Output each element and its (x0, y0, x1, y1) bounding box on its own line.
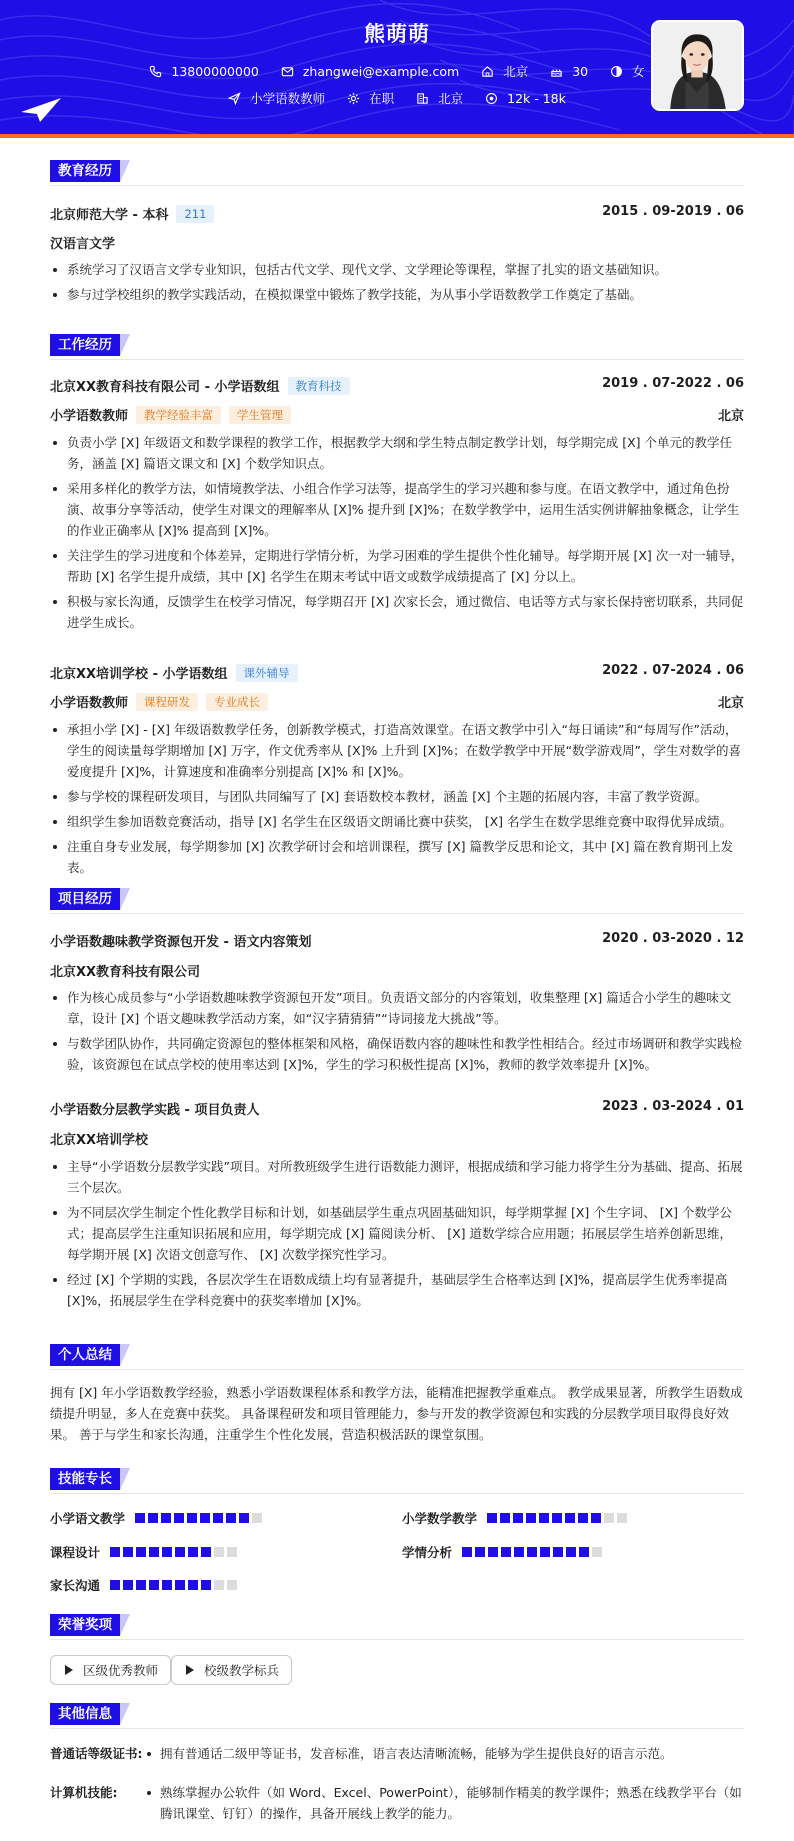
skill-level (110, 1580, 240, 1590)
other-key: 普通话等级证书: (50, 1746, 143, 1761)
portrait-image (653, 22, 742, 109)
skill-level-filled (123, 1580, 133, 1590)
header-accent-stripe (0, 134, 794, 138)
skill-level-filled (175, 1580, 185, 1590)
skill-level-filled (475, 1547, 485, 1557)
skill-name: 家长沟通 (50, 1578, 101, 1593)
section-label-awards: 荣誉奖项 (50, 1614, 120, 1636)
award-label: 校级教学标兵 (204, 1663, 280, 1678)
work-1-header (50, 663, 744, 682)
skill-level-filled (501, 1547, 511, 1557)
skill-level-filled (110, 1547, 120, 1557)
skill-level-filled (123, 1547, 133, 1557)
target-city-info (416, 89, 463, 107)
list-item: 注重自身专业发展，每学期参加 [X] 次教学研讨会和培训课程，撰写 [X] 篇教学反思和论文，其中 [X] 篇在教育期刊上发表。 (50, 836, 744, 878)
summary-section-title (50, 1344, 744, 1370)
role-tag: 课程研发 (136, 693, 198, 711)
education-date: 2015 . 09-2019 . 06 (602, 204, 744, 219)
mail-icon (281, 65, 294, 78)
skill-level-filled (135, 1513, 145, 1523)
age-info (550, 64, 588, 79)
skill-level-filled (487, 1513, 497, 1523)
skill-level-filled (188, 1547, 198, 1557)
skill-level-filled (161, 1513, 171, 1523)
project-org: 北京XX教育科技有限公司 (50, 965, 201, 980)
work-location: 北京 (717, 409, 744, 424)
salary-text: 12k - 18k (507, 90, 566, 106)
award-label: 区级优秀教师 (83, 1663, 159, 1678)
list-item: 组织学生参加语数竞赛活动，指导 [X] 名学生在区级语文朗诵比赛中获奖， [X] 名学生在数学思维竞赛中取得优异成绩。 (50, 811, 744, 832)
cake-icon (550, 65, 563, 78)
company-name: 北京XX教育科技有限公司 - 小学语数组 (50, 380, 280, 395)
job-title-text: 小学语数教师 (250, 91, 326, 106)
skill-level-filled (578, 1513, 588, 1523)
skill-name: 小学数学教学 (402, 1511, 478, 1526)
phone-text: 13800000000 (171, 63, 259, 79)
education-section-title (50, 160, 744, 186)
project-date: 2020 . 03-2020 . 12 (602, 931, 744, 946)
project-1-header (50, 1099, 744, 1118)
award-item (50, 1655, 171, 1685)
project-title: 小学语数趣味教学资源包开发 - 语文内容策划 (50, 935, 312, 950)
status-info (347, 89, 394, 107)
work-0-header (50, 376, 744, 395)
skill-level (462, 1547, 605, 1557)
skill-level-filled (565, 1513, 575, 1523)
list-item: 承担小学 [X] - [X] 年级语数教学任务，创新教学模式，打造高效课堂。在语文教学中引入“每日诵读”和“每周写作”活动，学生的阅读量每学期增加 [X] 万字，作文优秀率从 [X]% 上升到 [X]%；在数学教学中开展“数学游戏周”，学生对数学的喜爱度提升 [X]%，计算速度和准确率分别提高 [X]% 和 [X]%。 (50, 719, 744, 782)
list-item: 负责小学 [X] 年级语文和数学课程的教学工作，根据教学大纲和学生特点制定教学计划，每学期完成 [X] 个单元的教学任务，涵盖 [X] 篇语文课文和 [X] 个数学知识点。 (50, 432, 744, 474)
work-date: 2019 . 07-2022 . 06 (602, 376, 744, 391)
target-city-text: 北京 (438, 91, 464, 106)
list-item: 作为核心成员参与“小学语数趣味教学资源包开发”项目。负责语文部分的内容策划，收集整理 [X] 篇适合小学生的趣味文章，设计 [X] 个语文趣味教学活动方案，如“汉字猜猜猜”“诗词接龙大挑战”等。 (50, 987, 744, 1029)
target-icon (485, 92, 498, 105)
city-text: 北京 (503, 64, 529, 79)
work-0-role (50, 405, 744, 424)
skill-level-filled (188, 1580, 198, 1590)
skill-level-empty (252, 1513, 262, 1523)
skill-item (402, 1509, 630, 1527)
award-item (171, 1655, 292, 1685)
project-org: 北京XX培训学校 (50, 1133, 149, 1148)
company-tag: 教育科技 (288, 377, 350, 395)
list-item: 关注学生的学习进度和个体差异，定期进行学情分析，为学习困难的学生提供个性化辅导。每学期开展 [X] 次一对一辅导，帮助 [X] 名学生提升成绩，其中 [X] 名学生在期末考试中语文或数学成绩提高了 [X] 分以上。 (50, 545, 744, 587)
skill-level-filled (513, 1513, 523, 1523)
age-text: 30 (572, 63, 589, 79)
email-info (281, 64, 459, 79)
skill-level-filled (174, 1513, 184, 1523)
company-name: 北京XX培训学校 - 小学语数组 (50, 667, 228, 682)
skill-level-filled (136, 1547, 146, 1557)
other-key: 计算机技能: (50, 1785, 118, 1800)
list-item: 经过 [X] 个学期的实践，各层次学生在语数成绩上均有显著提升，基础层学生合格率达到 [X]%，提高层学生优秀率提高 [X]%，拓展层学生在学科竞赛中的获奖率增加 [X]%。 (50, 1269, 744, 1311)
skill-level-filled (213, 1513, 223, 1523)
project-0-bullets (50, 987, 744, 1079)
section-label-projects: 项目经历 (50, 888, 120, 910)
skill-level-filled (136, 1580, 146, 1590)
skill-level-filled (462, 1547, 472, 1557)
skill-level-filled (162, 1580, 172, 1590)
skill-level-filled (162, 1547, 172, 1557)
list-item: 系统学习了汉语言文学专业知识，包括古代文学、现代文学、文学理论等课程，掌握了扎实的语文基础知识。 (50, 259, 744, 280)
skill-name: 学情分析 (402, 1545, 453, 1560)
work-location: 北京 (717, 696, 744, 711)
skill-level-filled (200, 1513, 210, 1523)
work-date: 2022 . 07-2024 . 06 (602, 663, 744, 678)
skill-level-filled (149, 1547, 159, 1557)
role-tag: 教学经验丰富 (136, 406, 221, 424)
list-item: 主导“小学语数分层教学实践”项目。对所教班级学生进行语数能力测评，根据成绩和学习能力将学生分为基础、提高、拓展三个层次。 (50, 1156, 744, 1198)
skill-item (402, 1543, 605, 1561)
list-item: 参与学校的课程研发项目，与团队共同编写了 [X] 套语数校本教材，涵盖 [X] 个主题的拓展内容，丰富了教学资源。 (50, 786, 744, 807)
skill-item (50, 1576, 240, 1594)
skill-level-filled (553, 1547, 563, 1557)
other-value: 拥有普通话二级甲等证书，发音标准，语言表达清晰流畅，能够为学生提供良好的语言示范。 (146, 1743, 673, 1764)
city-info (481, 62, 528, 80)
skill-level-filled (187, 1513, 197, 1523)
skill-level (110, 1547, 240, 1557)
gender-text: 女 (632, 64, 645, 79)
skill-level-filled (579, 1547, 589, 1557)
skill-name: 课程设计 (50, 1545, 101, 1560)
resume-header (0, 0, 794, 138)
status-text: 在职 (369, 91, 395, 106)
gender-info (610, 62, 645, 80)
work-1-bullets (50, 719, 744, 882)
other-item-computer (50, 1782, 744, 1824)
skill-level-filled (514, 1547, 524, 1557)
skill-level-filled (526, 1513, 536, 1523)
work-0-bullets (50, 432, 744, 637)
avatar (651, 20, 744, 111)
skill-level-empty (214, 1580, 224, 1590)
skill-level-filled (148, 1513, 158, 1523)
skill-level-filled (239, 1513, 249, 1523)
role-title: 小学语数教师 (50, 696, 129, 711)
education-bullets (50, 259, 744, 309)
salary-info (485, 91, 566, 106)
summary-text: 拥有 [X] 年小学语数教学经验，熟悉小学语数课程体系和教学方法，能精准把握教学重难点。 教学成果显著，所教学生语数成绩提升明显，多人在竞赛中获奖。 具备课程研发和项目管理能力，参与开发的教学资源包和实践的分层教学项目取得良好效果。 善于与学生和家长沟通，注重学生个性化发展，营造积极活跃的课堂氛围。 (50, 1385, 743, 1442)
home-icon (481, 65, 494, 78)
education-header (50, 204, 744, 223)
company-tag: 课外辅导 (236, 664, 298, 682)
other-section-title (50, 1703, 744, 1729)
skill-item (50, 1543, 240, 1561)
list-item: 参与过学校组织的教学实践活动，在模拟课堂中锻炼了教学技能，为从事小学语数教学工作奠定了基础。 (50, 284, 744, 305)
skill-level-empty (214, 1547, 224, 1557)
role-tag: 专业成长 (206, 693, 268, 711)
project-1-bullets (50, 1156, 744, 1315)
section-label-education: 教育经历 (50, 160, 120, 182)
skill-level-filled (226, 1513, 236, 1523)
awards-section-title (50, 1614, 744, 1640)
skill-level (135, 1513, 265, 1523)
skill-level-filled (566, 1547, 576, 1557)
skill-item (50, 1509, 265, 1527)
skill-level-filled (110, 1580, 120, 1590)
skill-level-empty (604, 1513, 614, 1523)
email-text: zhangwei@example.com (302, 63, 460, 79)
skill-level (487, 1513, 630, 1523)
skill-level-filled (552, 1513, 562, 1523)
project-title: 小学语数分层教学实践 - 项目负责人 (50, 1103, 260, 1118)
phone-icon (149, 65, 162, 78)
list-item: 采用多样化的教学方法，如情境教学法、小组合作学习法等，提高学生的学习兴趣和参与度。在语文教学中，通过角色扮演、故事分享等活动，使学生对课文的理解率从 [X]% 提升到 [X]%；在数学教学中，运用生活实例讲解抽象概念，让学生的作业正确率从 [X]% 提高到 [X]%。 (50, 478, 744, 541)
work-section-title (50, 334, 744, 360)
role-tag: 学生管理 (229, 406, 291, 424)
projects-section-title (50, 888, 744, 914)
phone-info (149, 64, 258, 79)
skill-level-filled (539, 1513, 549, 1523)
send-icon (228, 92, 241, 105)
skill-level-filled (500, 1513, 510, 1523)
project-0-header (50, 931, 744, 950)
gender-icon (610, 65, 623, 78)
play-icon (186, 1665, 194, 1675)
skill-level-empty (592, 1547, 602, 1557)
education-major: 汉语言文学 (50, 237, 116, 252)
skill-name: 小学语文教学 (50, 1511, 126, 1526)
list-item: 积极与家长沟通，反馈学生在校学习情况，每学期召开 [X] 次家长会，通过微信、电话等方式与家长保持密切联系，共同促进学生成长。 (50, 591, 744, 633)
section-label-summary: 个人总结 (50, 1344, 120, 1366)
section-label-work: 工作经历 (50, 334, 120, 356)
skill-level-filled (175, 1547, 185, 1557)
skill-level-empty (227, 1580, 237, 1590)
skill-level-filled (201, 1547, 211, 1557)
project-date: 2023 . 03-2024 . 01 (602, 1099, 744, 1114)
gear-icon (347, 92, 360, 105)
list-item: 为不同层次学生制定个性化教学目标和计划，如基础层学生重点巩固基础知识，每学期掌握 [X] 个生字词、 [X] 个数学公式；提高层学生注重知识拓展和应用，每学期完成 [X] 篇阅读分析、 [X] 道数学综合应用题；拓展层学生培养创新思维，每学期开展 [X] 次语文创意写作、 [X] 次数学探究性学习。 (50, 1202, 744, 1265)
section-label-other: 其他信息 (50, 1703, 120, 1725)
section-label-skills: 技能专长 (50, 1468, 120, 1490)
role-title: 小学语数教师 (50, 409, 129, 424)
skill-level-filled (488, 1547, 498, 1557)
list-item: 与数学团队协作，共同确定资源包的整体框架和风格，确保语数内容的趣味性和教学性相结合。经过市场调研和教学实践检验，该资源包在试点学校的使用率达到 [X]%，学生的学习积极性提高 [X]%，教师的教学效率提升 [X]%。 (50, 1033, 744, 1075)
skill-level-empty (617, 1513, 627, 1523)
skill-level-filled (201, 1580, 211, 1590)
other-value: 熟练掌握办公软件（如 Word、Excel、PowerPoint），能够制作精美的教学课件；熟悉在线教学平台（如腾讯课堂、钉钉）的操作，具备开展线上教学的能力。 (146, 1782, 744, 1824)
building-icon (416, 92, 429, 105)
work-1-role (50, 692, 744, 711)
job-title-info (228, 89, 325, 107)
other-item-mandarin (50, 1743, 744, 1764)
candidate-name: 熊萌萌 (364, 22, 430, 46)
skill-level-filled (591, 1513, 601, 1523)
skill-level-empty (227, 1547, 237, 1557)
play-icon (65, 1665, 73, 1675)
skills-section-title (50, 1468, 744, 1494)
skill-level-filled (527, 1547, 537, 1557)
school-tag: 211 (176, 205, 214, 223)
skill-level-filled (149, 1580, 159, 1590)
skill-level-filled (540, 1547, 550, 1557)
school-name: 北京师范大学 - 本科 (50, 208, 169, 223)
